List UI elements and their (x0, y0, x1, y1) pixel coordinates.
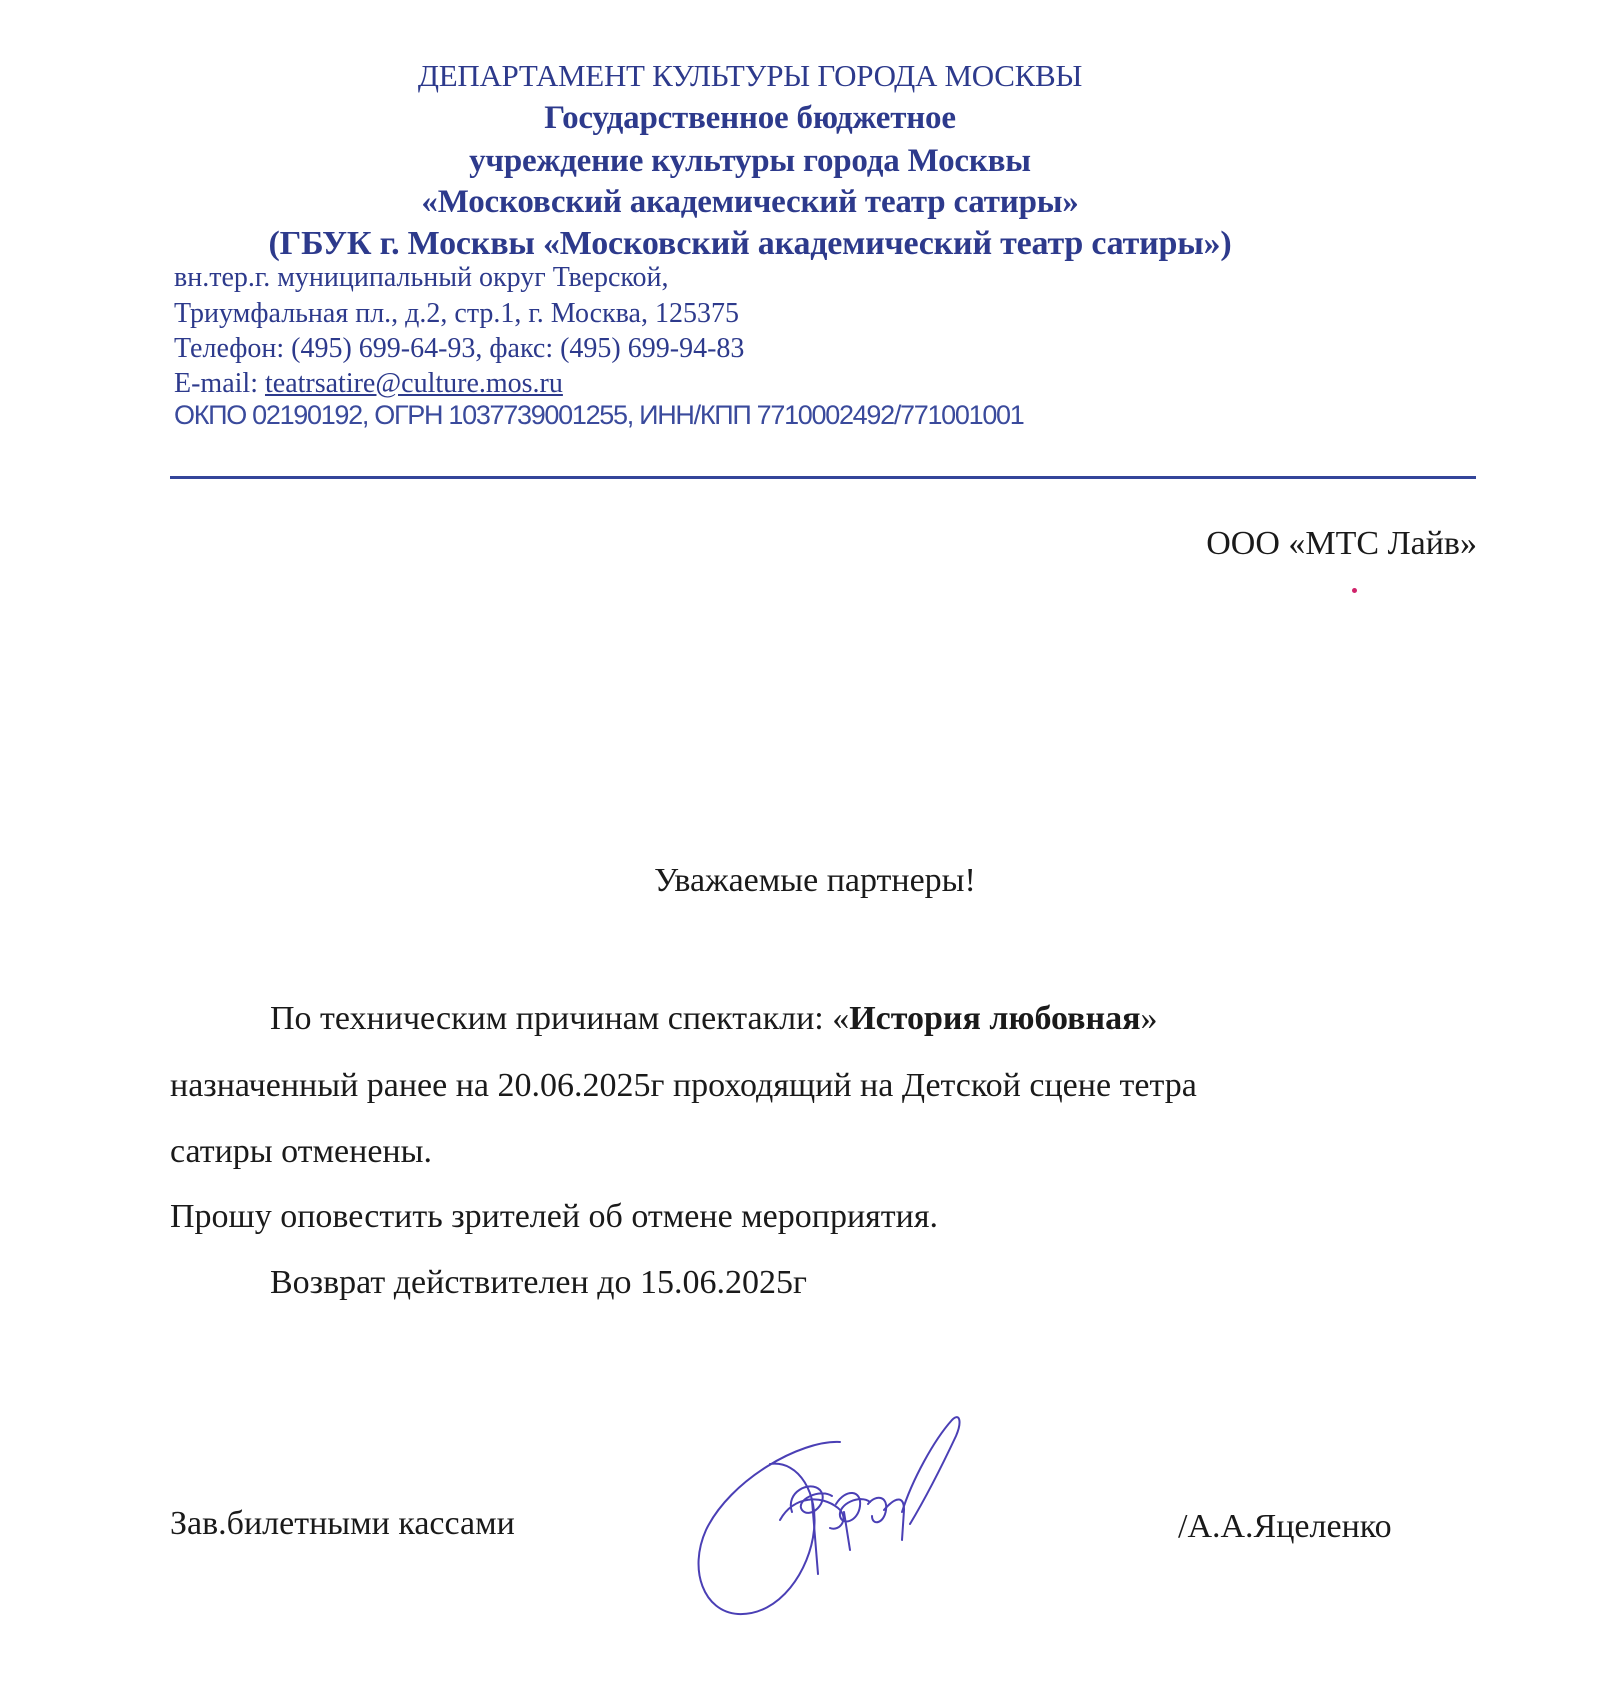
letterhead-divider (170, 476, 1476, 479)
signatory-name: /А.А.Яцеленко (1178, 1508, 1392, 1545)
ink-dot (1352, 588, 1357, 593)
org-name-line-3: «Московский академический театр сатиры» (421, 184, 1079, 220)
org-name-line-1: Государственное бюджетное (544, 100, 956, 136)
body-paragraph-2: назначенный ранее на 20.06.2025г проходящий на Детской сцене тетра (170, 1067, 1197, 1104)
org-name-line-2: учреждение культуры города Москвы (469, 143, 1031, 179)
performance-title: История любовная (849, 1000, 1141, 1037)
department-name: ДЕПАРТАМЕНТ КУЛЬТУРЫ ГОРОДА МОСКВЫ (417, 58, 1083, 93)
recipient: ООО «МТС Лайв» (1206, 525, 1477, 562)
org-name-short: (ГБУК г. Москвы «Московский академический театр сатиры») (268, 225, 1232, 262)
body-p1-suffix: » (1140, 1000, 1158, 1037)
body-paragraph-4: Прошу оповестить зрителей об отмене мероприятия. (170, 1198, 938, 1235)
body-paragraph-3: сатиры отменены. (170, 1133, 432, 1170)
signatory-title: Зав.билетными кассами (170, 1505, 515, 1542)
address-line-1: вн.тер.г. муниципальный округ Тверской, (174, 262, 669, 293)
phone-fax-line: Телефон: (495) 699-64-93, факс: (495) 699-94-83 (174, 333, 745, 364)
registry-codes-line: ОКПО 02190192, ОГРН 1037739001255, ИНН/КПП 7710002492/771001001 (174, 400, 1024, 430)
body-p1-prefix: По техническим причинам спектакли: « (270, 1000, 850, 1037)
handwritten-signature (690, 1400, 990, 1620)
body-paragraph-1 (270, 1000, 1158, 1038)
email-link[interactable]: teatrsatire@culture.mos.ru (264, 368, 563, 399)
email-label: E-mail: (174, 368, 265, 399)
body-paragraph-5: Возврат действителен до 15.06.2025г (270, 1264, 807, 1301)
greeting: Уважаемые партнеры! (654, 862, 976, 899)
address-line-2: Триумфальная пл., д.2, стр.1, г. Москва, 125375 (174, 298, 739, 329)
email-line (174, 368, 563, 400)
